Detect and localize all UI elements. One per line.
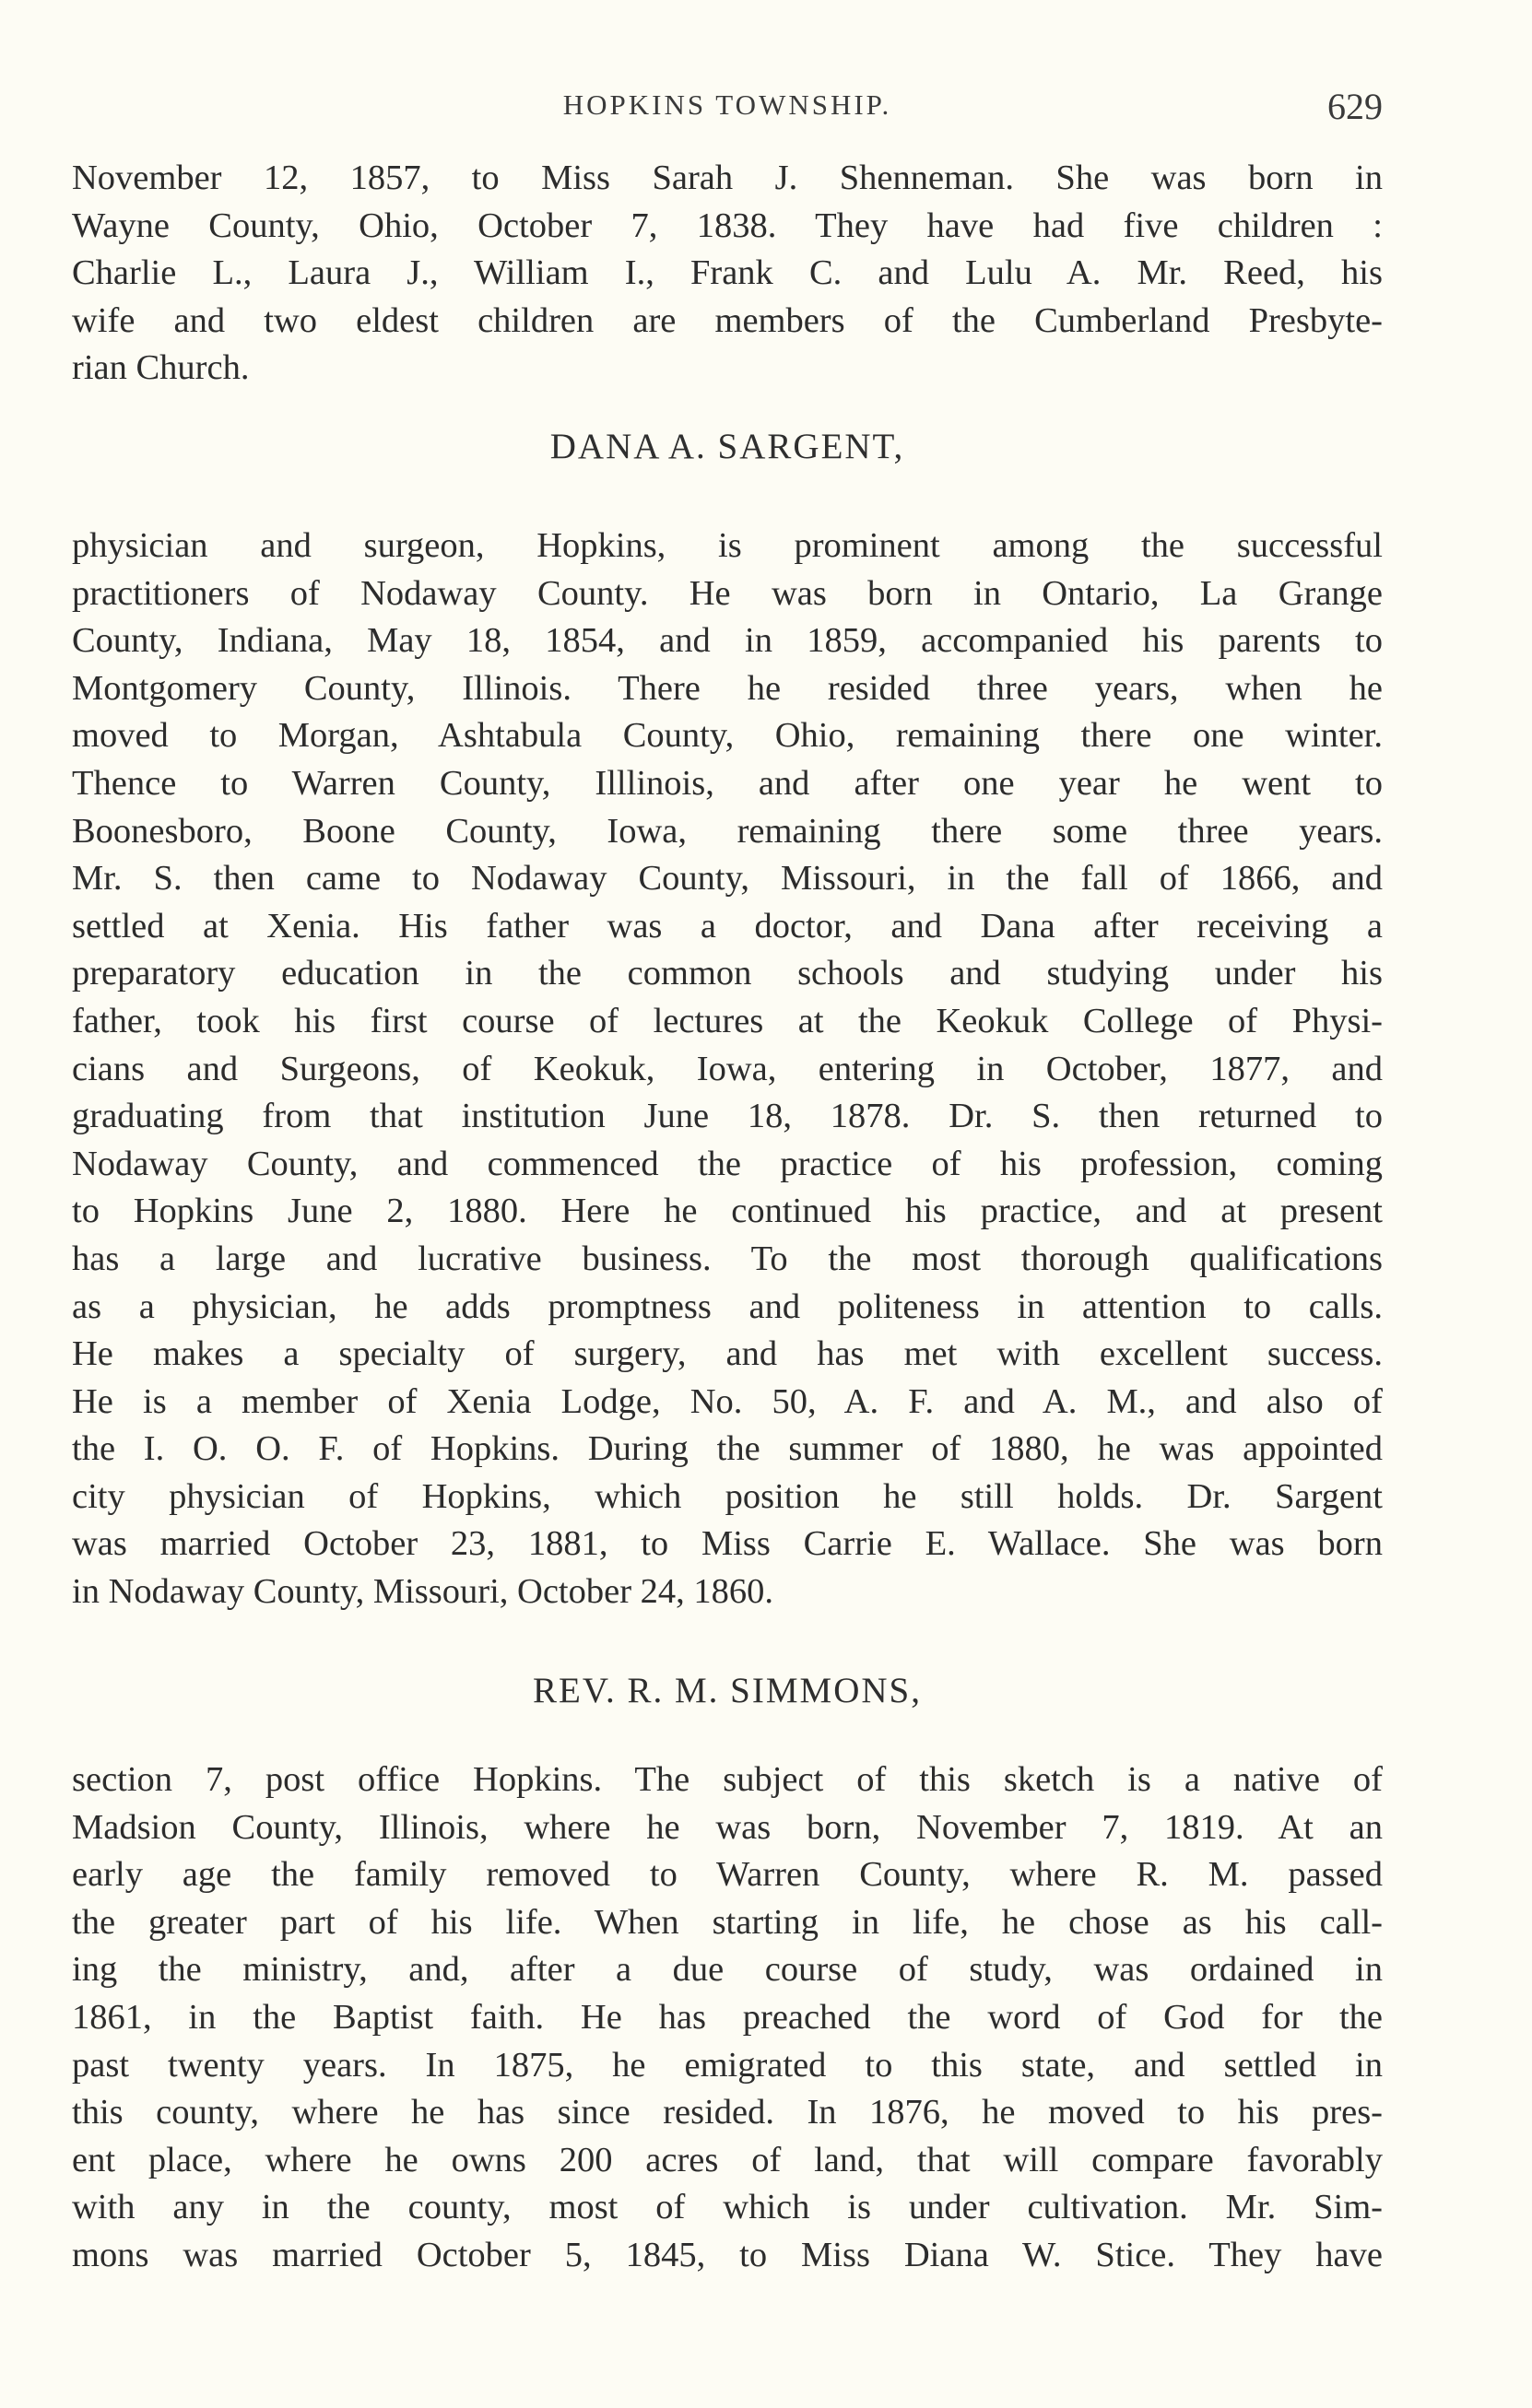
text-line: wife and two eldest children are members of the Cumberland Presbyte- bbox=[72, 300, 1383, 340]
text-line: rian Church. bbox=[72, 348, 250, 388]
text-line: Thence to Warren County, Illlinois, and after one year he went to bbox=[72, 763, 1383, 803]
text-line: Montgomery County, Illinois. There he resided three years, when he bbox=[72, 668, 1383, 708]
text-line: early age the family removed to Warren County, where R. M. passed bbox=[72, 1855, 1383, 1895]
text-line: section 7, post office Hopkins. The subject of this sketch is a native of bbox=[72, 1760, 1383, 1799]
text-line: moved to Morgan, Ashtabula County, Ohio, remaining there one winter. bbox=[72, 716, 1383, 756]
section-heading-simmons: REV. R. M. SIMMONS, bbox=[533, 1671, 922, 1710]
text-line: physician and surgeon, Hopkins, is prominent among the successful bbox=[72, 526, 1383, 565]
text-line: father, took his first course of lectures at the Keokuk College of Physi- bbox=[72, 1001, 1383, 1040]
text-line: city physician of Hopkins, which position he still holds. Dr. Sargent bbox=[72, 1476, 1383, 1516]
text-line: He is a member of Xenia Lodge, No. 50, A. F. and A. M., and also of bbox=[72, 1381, 1383, 1421]
text-line: 1861, in the Baptist faith. He has preached the word of God for the bbox=[72, 1997, 1383, 2037]
text-line: County, Indiana, May 18, 1854, and in 1859, accompanied his parents to bbox=[72, 621, 1383, 661]
simmons-paragraph bbox=[72, 1756, 1383, 2280]
text-line: has a large and lucrative business. To the most thorough qualifications bbox=[72, 1239, 1383, 1278]
page-number: 629 bbox=[1327, 86, 1383, 127]
text-line: was married October 23, 1881, to Miss Carrie E. Wallace. She was born bbox=[72, 1524, 1383, 1564]
text-line: graduating from that institution June 18, 1878. Dr. S. then returned to bbox=[72, 1097, 1383, 1136]
running-title: HOPKINS TOWNSHIP. bbox=[562, 88, 892, 121]
text-line: He makes a specialty of surgery, and has met with excellent success. bbox=[72, 1334, 1383, 1374]
text-line: settled at Xenia. His father was a doctor, and Dana after receiving a bbox=[72, 906, 1383, 946]
simmons-paragraph-block bbox=[72, 1756, 1383, 2280]
text-line: ing the ministry, and, after a due course of study, was ordained in bbox=[72, 1950, 1383, 1990]
text-line: preparatory education in the common schools and studying under his bbox=[72, 954, 1383, 993]
text-line: practitioners of Nodaway County. He was born in Ontario, La Grange bbox=[72, 573, 1383, 613]
running-head bbox=[72, 88, 1383, 144]
text-line: Nodaway County, and commenced the practice of his profession, coming bbox=[72, 1144, 1383, 1183]
text-line: Charlie L., Laura J., William I., Frank C. and Lulu A. Mr. Reed, his bbox=[72, 253, 1383, 293]
text-line: with any in the county, most of which is under cultivation. Mr. Sim- bbox=[72, 2188, 1383, 2227]
text-line: ent place, where he owns 200 acres of land, that will compare favorably bbox=[72, 2140, 1383, 2179]
section-heading-sargent: DANA A. SARGENT, bbox=[549, 427, 905, 466]
text-line: past twenty years. In 1875, he emigrated to this state, and settled in bbox=[72, 2045, 1383, 2085]
text-line: in Nodaway County, Missouri, October 24, 1860. bbox=[72, 1572, 774, 1612]
intro-paragraph-block bbox=[72, 155, 1383, 393]
text-line: Boonesboro, Boone County, Iowa, remaining there some three years. bbox=[72, 811, 1383, 851]
intro-paragraph bbox=[72, 155, 1383, 393]
text-line: the greater part of his life. When starting in life, he chose as his call- bbox=[72, 1902, 1383, 1942]
text-line: Wayne County, Ohio, October 7, 1838. They have had five children : bbox=[72, 206, 1383, 245]
text-line: cians and Surgeons, of Keokuk, Iowa, entering in October, 1877, and bbox=[72, 1049, 1383, 1088]
text-line: this county, where he has since resided. In 1876, he moved to his pres- bbox=[72, 2093, 1383, 2132]
text-line: as a physician, he adds promptness and politeness in attention to calls. bbox=[72, 1286, 1383, 1326]
text-line: to Hopkins June 2, 1880. Here he continued his practice, and at present bbox=[72, 1192, 1383, 1231]
sargent-paragraph bbox=[72, 523, 1383, 1616]
text-line: Madsion County, Illinois, where he was born, November 7, 1819. At an bbox=[72, 1807, 1383, 1847]
sargent-paragraph-block bbox=[72, 523, 1383, 1616]
text-line: Mr. S. then came to Nodaway County, Missouri, in the fall of 1866, and bbox=[72, 859, 1383, 899]
text-line: the I. O. O. F. of Hopkins. During the summer of 1880, he was appointed bbox=[72, 1429, 1383, 1469]
text-line: mons was married October 5, 1845, to Miss Diana W. Stice. They have bbox=[72, 2235, 1383, 2274]
text-line: November 12, 1857, to Miss Sarah J. Shenneman. She was born in bbox=[72, 159, 1383, 197]
